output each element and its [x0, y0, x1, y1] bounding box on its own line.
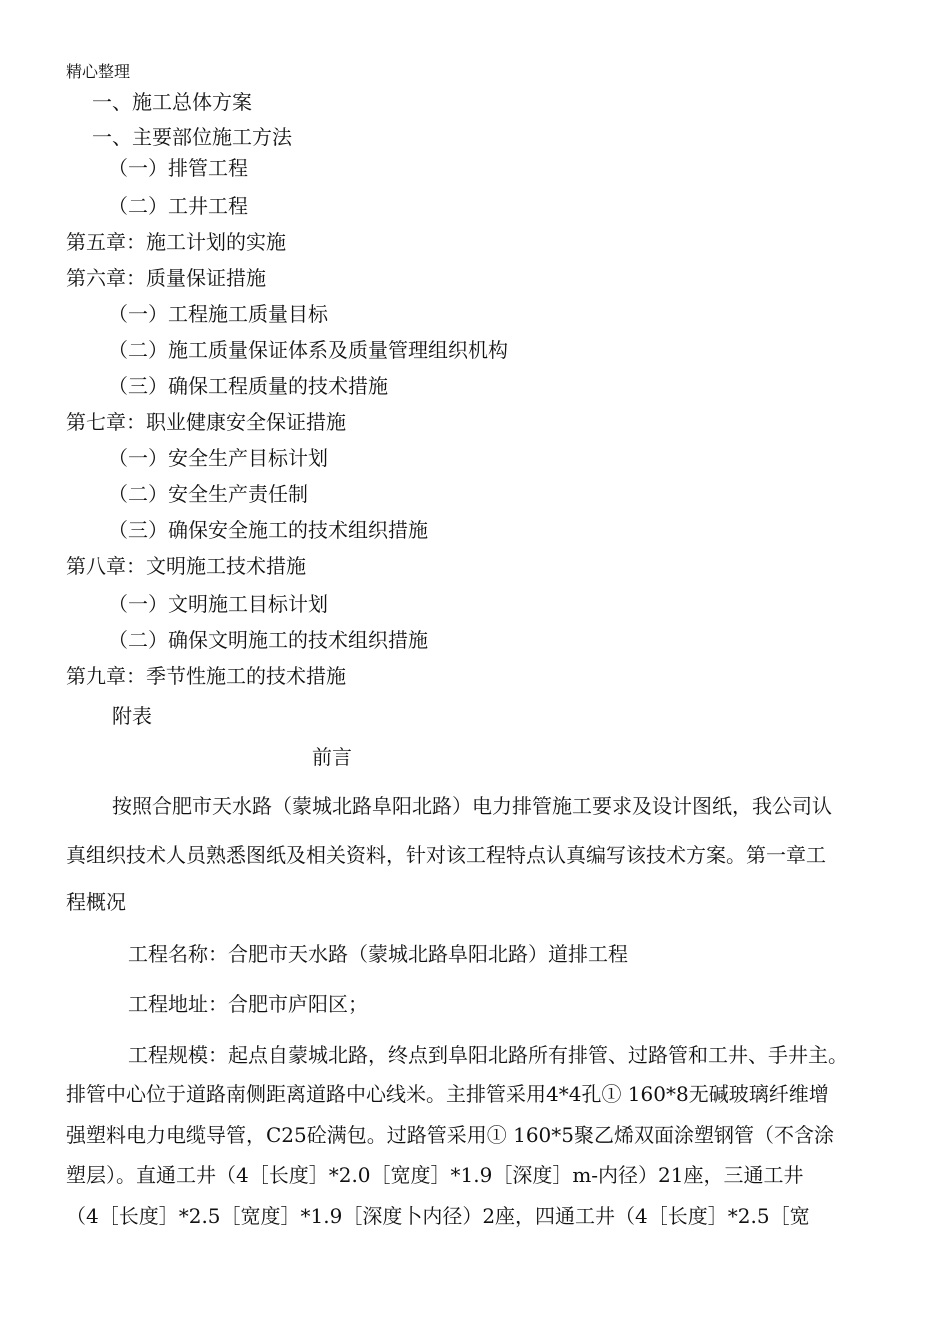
- project-address: 工程地址：合肥市庐阳区；: [128, 992, 368, 1016]
- toc-item: （一）文明施工目标计划: [108, 592, 328, 616]
- paragraph-line: （4［长度］*2.5［宽度］*1.9［深度卜内径）2座，四通工井（4［长度］*2.5［宽: [66, 1204, 810, 1228]
- toc-item: 一、施工总体方案: [92, 90, 252, 114]
- paragraph-line: 真组织技术人员熟悉图纸及相关资料，针对该工程特点认真编写该技术方案。第一章工: [66, 843, 826, 867]
- toc-item: （三）确保安全施工的技术组织措施: [108, 518, 428, 542]
- toc-chapter: 第六章：质量保证措施: [66, 266, 266, 290]
- toc-item: （三）确保工程质量的技术措施: [108, 374, 388, 398]
- toc-chapter: 第五章：施工计划的实施: [66, 230, 286, 254]
- paragraph-line: 塑层）。直通工井（4［长度］*2.0［宽度］*1.9［深度］m-内径）21座，三通工井: [66, 1163, 804, 1187]
- toc-item: （一）排管工程: [108, 156, 248, 180]
- toc-item: （二）工井工程: [108, 194, 248, 218]
- paragraph-line: 排管中心位于道路南侧距离道路中心线米。主排管采用4*4孔① 160*8无碱玻璃纤维增: [66, 1082, 829, 1106]
- paragraph-line: 程概况: [66, 890, 126, 914]
- preface-title: 前言: [312, 745, 352, 769]
- toc-chapter: 第八章：文明施工技术措施: [66, 554, 306, 578]
- toc-item: （二）安全生产责任制: [108, 482, 308, 506]
- paragraph-line: 强塑料电力电缆导管，C25砼满包。过路管采用① 160*5聚乙烯双面涂塑钢管（不含涂: [66, 1123, 835, 1147]
- toc-item: （二）施工质量保证体系及质量管理组织机构: [108, 338, 508, 362]
- toc-item: （二）确保文明施工的技术组织措施: [108, 628, 428, 652]
- toc-item: （一）安全生产目标计划: [108, 446, 328, 470]
- toc-chapter: 第七章：职业健康安全保证措施: [66, 410, 346, 434]
- page-header-label: 精心整理: [66, 62, 131, 81]
- toc-item: （一）工程施工质量目标: [108, 302, 328, 326]
- toc-item: 一、主要部位施工方法: [92, 125, 292, 149]
- toc-chapter: 第九章：季节性施工的技术措施: [66, 664, 346, 688]
- paragraph-line: 工程规模：起点自蒙城北路，终点到阜阳北路所有排管、过路管和工井、手井主。: [128, 1043, 848, 1067]
- toc-appendix: 附表: [112, 704, 152, 728]
- paragraph-line: 按照合肥市天水路（蒙城北路阜阳北路）电力排管施工要求及设计图纸，我公司认: [112, 794, 832, 818]
- project-name: 工程名称：合肥市天水路（蒙城北路阜阳北路）道排工程: [128, 942, 628, 966]
